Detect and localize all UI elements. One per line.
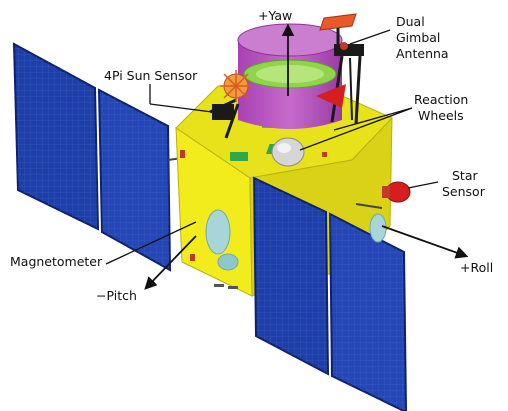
antenna-dish bbox=[320, 14, 356, 30]
sun-sensor-mount bbox=[212, 104, 234, 120]
label-magnetometer: Magnetometer bbox=[10, 254, 103, 269]
gimbal-yoke bbox=[334, 44, 364, 56]
label-roll: +Roll bbox=[460, 260, 494, 275]
label-sun-sensor: 4Pi Sun Sensor bbox=[104, 68, 198, 83]
label-yaw: +Yaw bbox=[258, 8, 293, 23]
label-dual-gimbal-line3: Antenna bbox=[396, 46, 449, 61]
label-reaction-line2: Wheels bbox=[418, 108, 464, 123]
label-star-line2: Sensor bbox=[442, 184, 485, 199]
deck-box-2 bbox=[230, 152, 248, 161]
central-cylinder bbox=[238, 24, 342, 129]
label-star-line1: Star bbox=[452, 168, 478, 183]
magnetometer-sensor bbox=[206, 210, 230, 254]
label-reaction-line1: Reaction bbox=[414, 92, 469, 107]
reaction-wheel bbox=[272, 138, 304, 166]
label-dual-gimbal-line1: Dual bbox=[396, 14, 425, 29]
label-dual-gimbal-line2: Gimbal bbox=[396, 30, 441, 45]
label-pitch: −Pitch bbox=[96, 288, 137, 303]
